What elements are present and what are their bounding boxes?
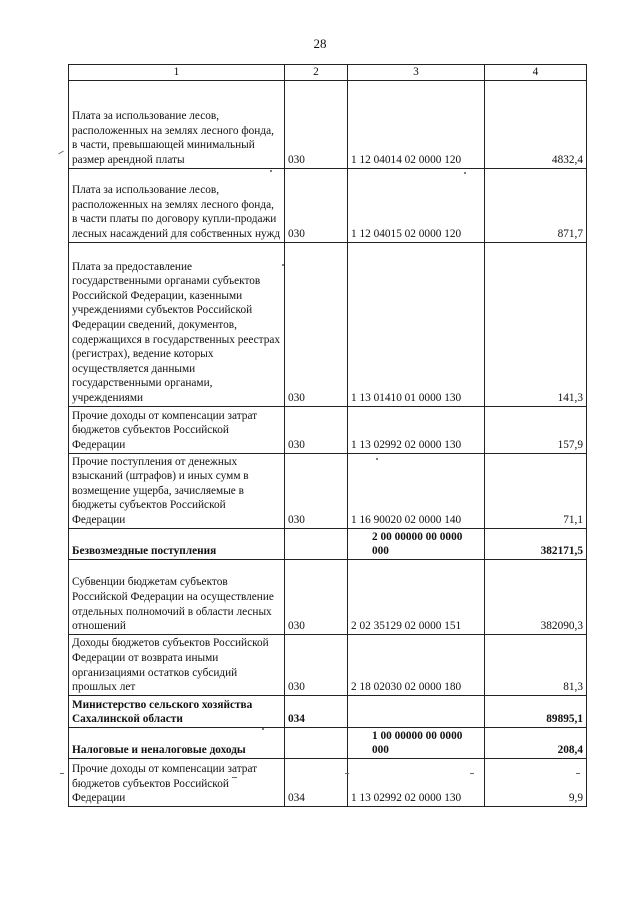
table-row xyxy=(69,695,587,727)
row-name: Плата за предоставление государственными органами субъектов Российской Федерации, казенными учреждениями субъектов Российской Федерации сведений, документов, содержащихся в государственных реестрах (регистрах), ведение которых осуществляется данными государственными органами, учреждениями xyxy=(69,242,285,406)
column-header: 3 xyxy=(348,65,485,81)
table-row xyxy=(69,528,587,559)
row-name: Плата за использование лесов, расположенных на землях лесного фонда, в части, превышающей минимальный размер арендной платы xyxy=(69,80,285,168)
row-name: Безвозмездные поступления xyxy=(69,528,285,559)
row-budget-code: 1 13 01410 01 0000 130 xyxy=(348,242,485,406)
table-row xyxy=(69,758,587,806)
row-admin-code: 030 xyxy=(285,559,348,634)
row-budget-code: 1 16 90020 02 0000 140 xyxy=(348,453,485,528)
row-amount: 157,9 xyxy=(485,406,587,453)
column-header: 4 xyxy=(485,65,587,81)
row-budget-code xyxy=(348,695,485,727)
row-admin-code: 030 xyxy=(285,80,348,168)
row-budget-code: 2 02 35129 02 0000 151 xyxy=(348,559,485,634)
table-row xyxy=(69,80,587,168)
row-admin-code: 030 xyxy=(285,406,348,453)
row-admin-code: 030 xyxy=(285,242,348,406)
row-name: Министерство сельского хозяйства Сахалинской области xyxy=(69,695,285,727)
row-name: Прочие поступления от денежных взысканий (штрафов) и иных сумм в возмещение ущерба, зачисляемые в бюджеты субъектов Российской Федерации xyxy=(69,453,285,528)
row-admin-code: 034 xyxy=(285,695,348,727)
scan-mark xyxy=(232,777,237,778)
scan-mark xyxy=(470,773,474,774)
row-budget-code: 1 13 02992 02 0000 130 xyxy=(348,758,485,806)
row-budget-code: 1 00 00000 00 0000 000 xyxy=(348,727,485,758)
row-admin-code xyxy=(285,528,348,559)
row-budget-code: 2 18 02030 02 0000 180 xyxy=(348,634,485,695)
row-name: Субвенции бюджетам субъектов Российской Федерации на осуществление отдельных полномочий в области лесных отношений xyxy=(69,559,285,634)
row-budget-code: 1 12 04014 02 0000 120 xyxy=(348,80,485,168)
table-row xyxy=(69,634,587,695)
row-admin-code: 030 xyxy=(285,168,348,242)
table-row xyxy=(69,727,587,758)
revenue-table xyxy=(68,64,587,807)
scan-mark xyxy=(345,773,349,774)
row-name: Прочие доходы от компенсации затрат бюджетов субъектов Российской Федерации xyxy=(69,758,285,806)
row-budget-code: 1 12 04015 02 0000 120 xyxy=(348,168,485,242)
table-row xyxy=(69,242,587,406)
row-amount: 89895,1 xyxy=(485,695,587,727)
row-amount: 9,9 xyxy=(485,758,587,806)
row-amount: 71,1 xyxy=(485,453,587,528)
column-header: 1 xyxy=(69,65,285,81)
table-row xyxy=(69,453,587,528)
row-name: Налоговые и неналоговые доходы xyxy=(69,727,285,758)
scan-speck xyxy=(376,458,378,460)
table-header-row xyxy=(69,65,587,81)
row-admin-code: 030 xyxy=(285,453,348,528)
scan-mark xyxy=(58,151,64,155)
row-name: Доходы бюджетов субъектов Российской Федерации от возврата иными организациями остатков субсидий прошлых лет xyxy=(69,634,285,695)
scan-speck xyxy=(464,172,466,174)
table-row xyxy=(69,168,587,242)
row-amount: 208,4 xyxy=(485,727,587,758)
row-amount: 871,7 xyxy=(485,168,587,242)
scan-speck xyxy=(270,170,272,172)
table-row xyxy=(69,406,587,453)
row-admin-code xyxy=(285,727,348,758)
scan-mark xyxy=(60,773,64,774)
row-admin-code: 030 xyxy=(285,634,348,695)
page-number: 28 xyxy=(313,36,327,51)
row-name: Плата за использование лесов, расположенных на землях лесного фонда, в части платы по договору купли-продажи лесных насаждений для собственных нужд xyxy=(69,168,285,242)
row-budget-code: 2 00 00000 00 0000 000 xyxy=(348,528,485,559)
row-admin-code: 034 xyxy=(285,758,348,806)
table-row xyxy=(69,559,587,634)
scan-speck xyxy=(262,728,264,730)
row-amount: 382090,3 xyxy=(485,559,587,634)
column-header: 2 xyxy=(285,65,348,81)
scan-speck xyxy=(282,264,284,266)
row-amount: 141,3 xyxy=(485,242,587,406)
row-amount: 81,3 xyxy=(485,634,587,695)
row-amount: 382171,5 xyxy=(485,528,587,559)
row-budget-code: 1 13 02992 02 0000 130 xyxy=(348,406,485,453)
row-name: Прочие доходы от компенсации затрат бюджетов субъектов Российской Федерации xyxy=(69,406,285,453)
row-amount: 4832,4 xyxy=(485,80,587,168)
scan-mark xyxy=(576,773,580,774)
